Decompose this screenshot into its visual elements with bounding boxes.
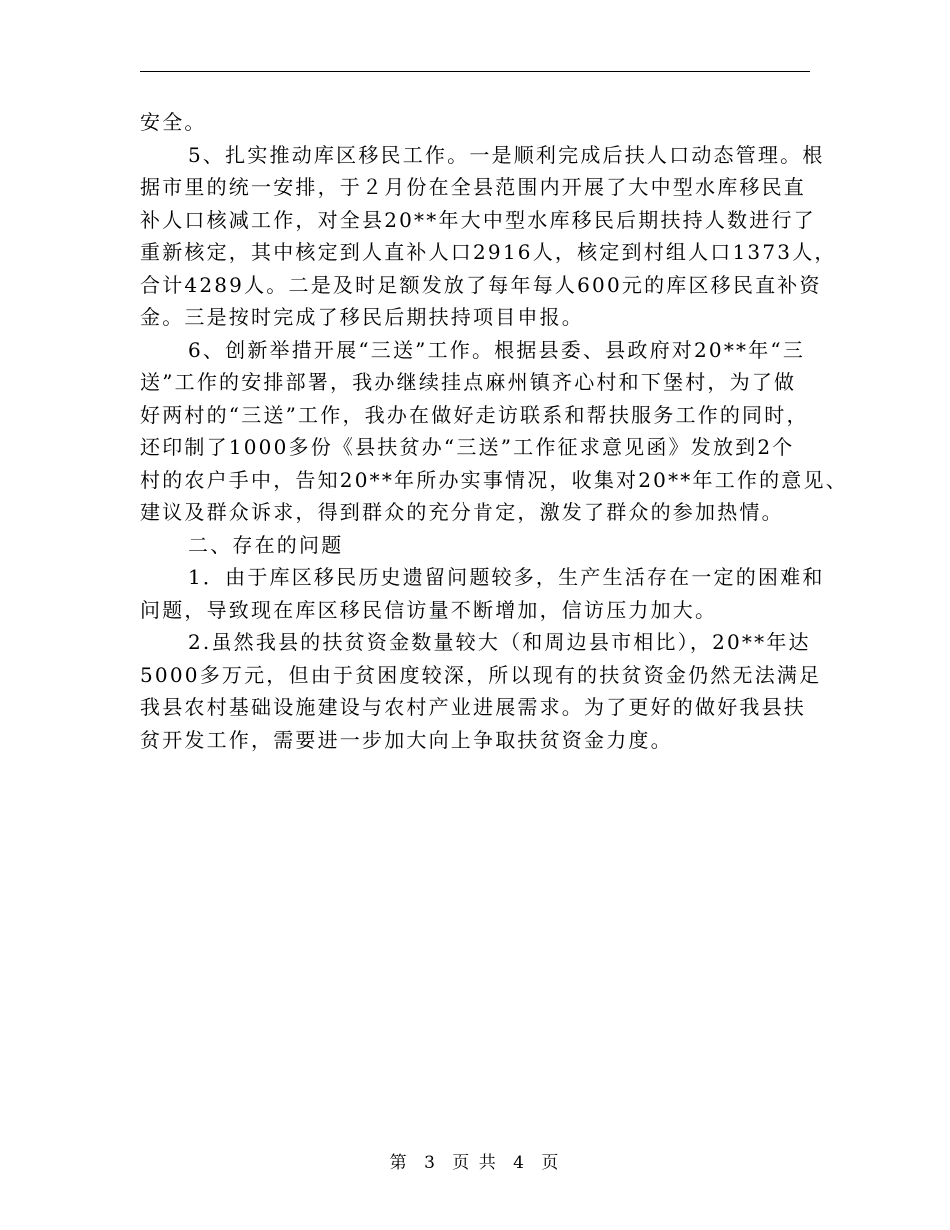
text-line: 5000多万元，但由于贫困度较深，所以现有的扶贫资金仍然无法满足 [140, 662, 822, 687]
total-pages-number: 4 [513, 1153, 526, 1173]
footer-prefix: 第 [389, 1153, 409, 1173]
footer-middle: 页 共 [452, 1153, 498, 1173]
text-line: 还印制了1000多份《县扶贫办“三送”工作征求意见函》发放到2个 [140, 435, 795, 459]
document-body [140, 106, 848, 756]
header-rule [140, 71, 810, 72]
text-line: 2.虽然我县的扶贫资金数量较大（和周边县市相比），20**年达 [188, 630, 811, 654]
text-line: 补人口核减工作，对全县20**年大中型水库移民后期扶持人数进行了 [140, 207, 816, 232]
text-line: 金。三是按时完成了移民后期扶持项目申报。 [140, 305, 584, 329]
text-line: 我县农村基础设施建设与农村产业进展需求。为了更好的做好我县扶 [140, 695, 806, 719]
text-line: 1．由于库区移民历史遗留问题较多，生产生活存在一定的困难和 [188, 565, 825, 589]
text-line: 好两村的“三送”工作，我办在做好走访联系和帮扶服务工作的同时， [140, 402, 809, 427]
text-line: 安全。 [140, 110, 207, 134]
text-line: 贫开发工作，需要进一步加大向上争取扶贫资金力度。 [140, 727, 673, 752]
text-line: 送”工作的安排部署，我办继续挂点麻州镇齐心村和下堡村，为了做 [140, 370, 797, 394]
body-text [140, 106, 848, 756]
section-heading: 二、存在的问题 [188, 532, 344, 557]
text-line: 村的农户手中，告知20**年所办实事情况，收集对20**年工作的意见、 [140, 467, 848, 492]
text-line: 合计4289人。二是及时足额发放了每年每人600元的库区移民直补资 [140, 272, 822, 297]
text-line: 6、创新举措开展“三送”工作。根据县委、县政府对20**年“三 [188, 337, 806, 362]
text-line: 据市里的统一安排，于２月份在全县范围内开展了大中型水库移民直 [140, 175, 806, 199]
current-page-number: 3 [424, 1153, 437, 1173]
page-footer [0, 1148, 950, 1173]
text-line: 重新核定，其中核定到人直补人口2916人，核定到村组人口1373人， [140, 240, 837, 264]
footer-suffix: 页 [541, 1153, 561, 1173]
text-line: 5、扎实推动库区移民工作。一是顺利完成后扶人口动态管理。根 [188, 142, 825, 167]
text-line: 问题，导致现在库区移民信访量不断增加，信访压力加大。 [140, 597, 718, 622]
text-line: 建议及群众诉求，得到群众的充分肯定，激发了群众的参加热情。 [140, 500, 784, 524]
